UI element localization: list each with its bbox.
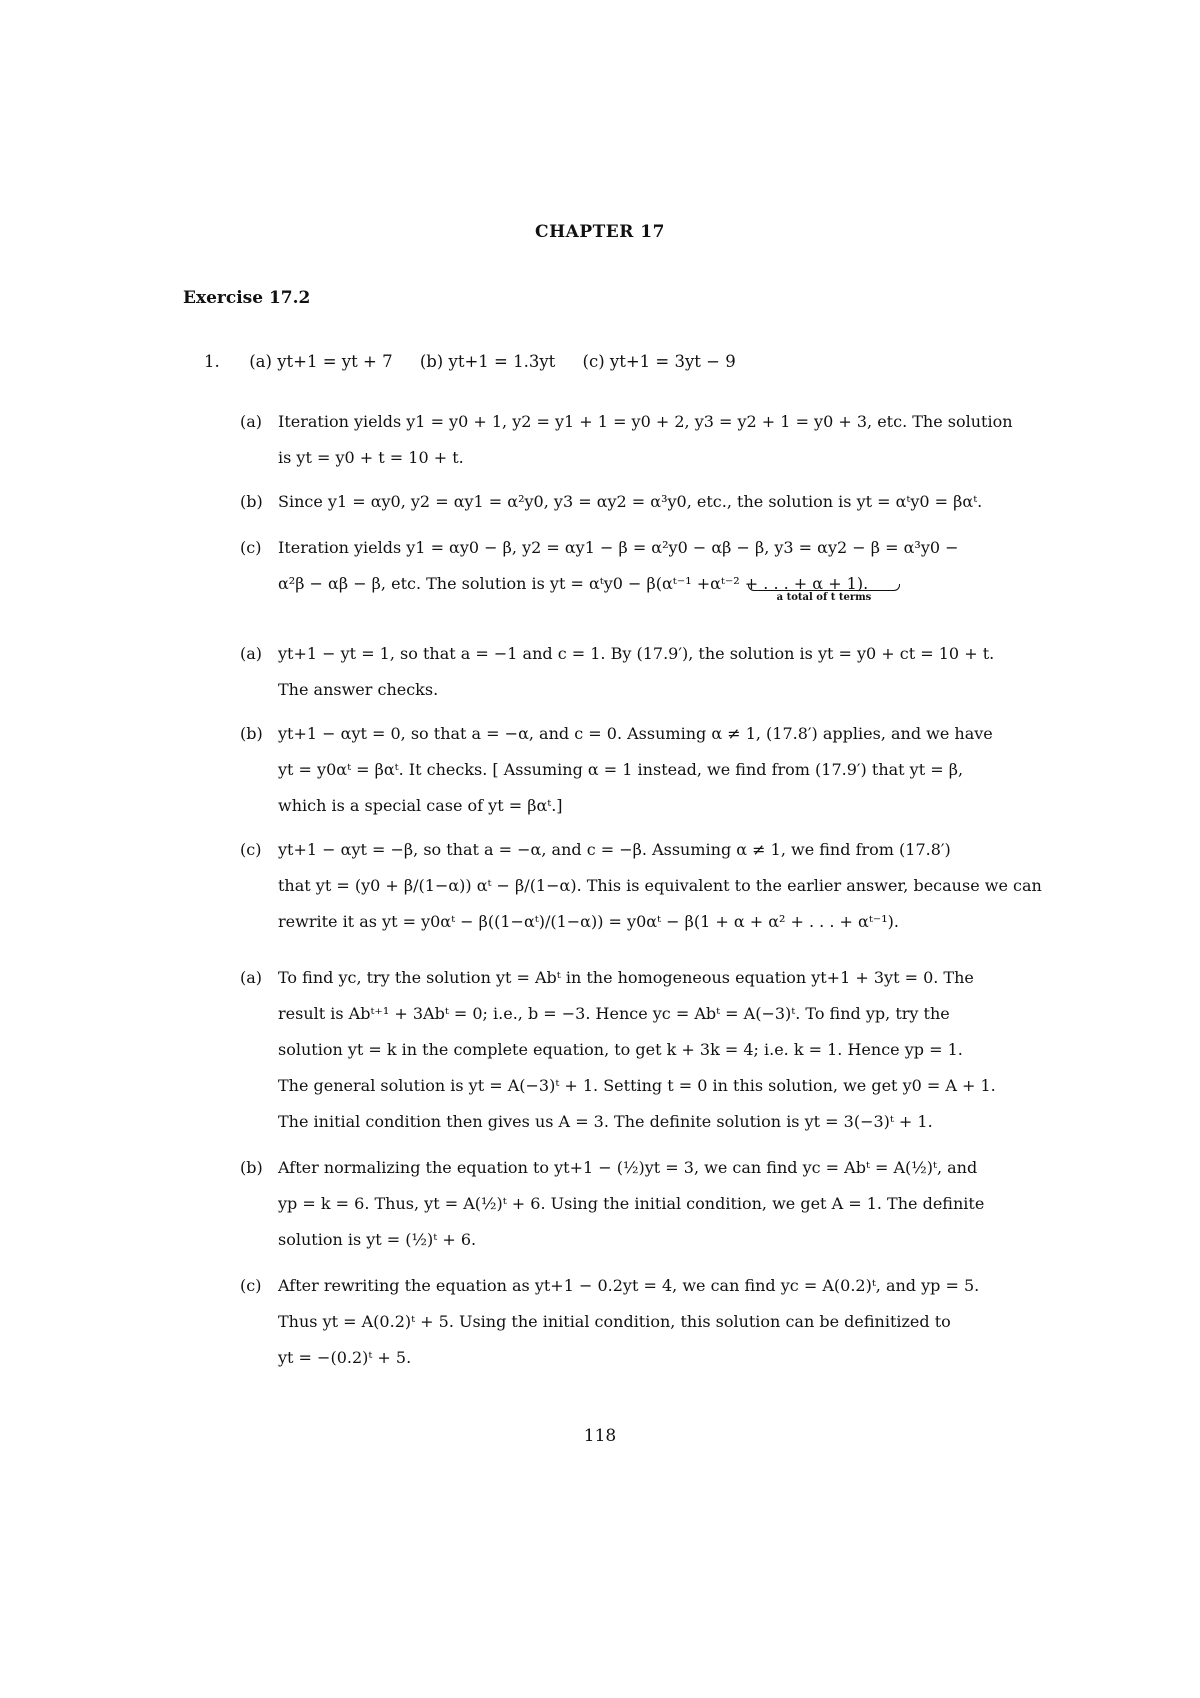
solution-block — [240, 716, 1060, 824]
problem-number: 1. — [204, 352, 220, 371]
block-line: α²β − αβ − β, etc. The solution is yt = αᵗy0 − β(αᵗ⁻¹ +αᵗ⁻² + . . . + α + 1). — [278, 574, 869, 593]
block-label: (c) — [240, 840, 262, 859]
block-line: is yt = y0 + t = 10 + t. — [278, 448, 464, 467]
block-line: After rewriting the equation as yt+1 − 0.2yt = 4, we can find yc = A(0.2)ᵗ, and yp = 5. — [278, 1276, 980, 1295]
solution-block — [240, 484, 1060, 520]
solution-block — [240, 960, 1060, 1140]
block-line: solution is yt = (½)ᵗ + 6. — [278, 1230, 477, 1249]
block-label: (b) — [240, 492, 263, 511]
block-line: To find yc, try the solution yt = Abᵗ in the homogeneous equation yt+1 + 3yt = 0. The — [278, 968, 974, 987]
block-label: (a) — [240, 644, 263, 663]
problem-part-c: (c) yt+1 = 3yt − 9 — [582, 352, 736, 371]
solution-block — [240, 636, 1060, 708]
block-line: The answer checks. — [278, 680, 439, 699]
page-number: 118 — [583, 1426, 617, 1446]
chapter-title: CHAPTER 17 — [535, 222, 665, 242]
block-label: (a) — [240, 412, 263, 431]
problem-1-statement — [204, 352, 758, 371]
block-line: yt = −(0.2)ᵗ + 5. — [278, 1348, 412, 1367]
block-line: yp = k = 6. Thus, yt = A(½)ᵗ + 6. Using the initial condition, we get A = 1. The definite — [278, 1194, 985, 1213]
block-line: yt+1 − yt = 1, so that a = −1 and c = 1. By (17.9′), the solution is yt = y0 + ct = 10 + t. — [278, 644, 995, 663]
block-line: Since y1 = αy0, y2 = αy1 = α²y0, y3 = αy2 = α³y0, etc., the solution is yt = αᵗy0 = βαᵗ. — [278, 492, 983, 511]
block-label: (b) — [240, 724, 263, 743]
exercise-title: Exercise 17.2 — [183, 288, 311, 308]
block-line: yt+1 − αyt = 0, so that a = −α, and c = 0. Assuming α ≠ 1, (17.8′) applies, and we have — [278, 724, 993, 743]
underbrace-note: a total of t terms — [776, 592, 872, 603]
solution-block — [240, 530, 1060, 602]
block-line: solution yt = k in the complete equation, to get k + 3k = 4; i.e. k = 1. Hence yp = 1. — [278, 1040, 963, 1059]
underbrace-line — [748, 584, 900, 591]
underbrace — [748, 566, 900, 602]
solution-block — [240, 1268, 1060, 1376]
block-label: (c) — [240, 1276, 262, 1295]
block-line: Iteration yields y1 = αy0 − β, y2 = αy1 − β = α²y0 − αβ − β, y3 = αy2 − β = α³y0 − — [278, 538, 959, 557]
block-line: The initial condition then gives us A = 3. The definite solution is yt = 3(−3)ᵗ + 1. — [278, 1112, 933, 1131]
block-line: yt+1 − αyt = −β, so that a = −α, and c = −β. Assuming α ≠ 1, we find from (17.8′) — [278, 840, 951, 859]
block-line: Thus yt = A(0.2)ᵗ + 5. Using the initial condition, this solution can be definitized to — [278, 1312, 951, 1331]
block-line: rewrite it as yt = y0αᵗ − β((1−αᵗ)/(1−α)) = y0αᵗ − β(1 + α + α² + . . . + αᵗ⁻¹). — [278, 912, 899, 931]
block-label: (a) — [240, 968, 263, 987]
block-line: result is Abᵗ⁺¹ + 3Abᵗ = 0; i.e., b = −3. Hence yc = Abᵗ = A(−3)ᵗ. To find yp, try the — [278, 1004, 950, 1023]
solution-block — [240, 832, 1060, 940]
block-line: The general solution is yt = A(−3)ᵗ + 1. Setting t = 0 in this solution, we get y0 = A + 1. — [278, 1076, 996, 1095]
block-line: which is a special case of yt = βαᵗ.] — [278, 796, 563, 815]
solution-block — [240, 1150, 1060, 1258]
solution-block — [240, 404, 1060, 476]
block-label: (c) — [240, 538, 262, 557]
problem-part-a: (a) yt+1 = yt + 7 — [249, 352, 393, 371]
block-line: Iteration yields y1 = y0 + 1, y2 = y1 + 1 = y0 + 2, y3 = y2 + 1 = y0 + 3, etc. The solution — [278, 412, 1013, 431]
block-line: After normalizing the equation to yt+1 − (½)yt = 3, we can find yc = Abᵗ = A(½)ᵗ, and — [278, 1158, 978, 1177]
block-line: yt = y0αᵗ = βαᵗ. It checks. [ Assuming α = 1 instead, we find from (17.9′) that yt = β, — [278, 760, 964, 779]
problem-part-b: (b) yt+1 = 1.3yt — [419, 352, 556, 371]
block-label: (b) — [240, 1158, 263, 1177]
block-line: that yt = (y0 + β/(1−α)) αᵗ − β/(1−α). This is equivalent to the earlier answer, because we can — [278, 876, 1042, 895]
